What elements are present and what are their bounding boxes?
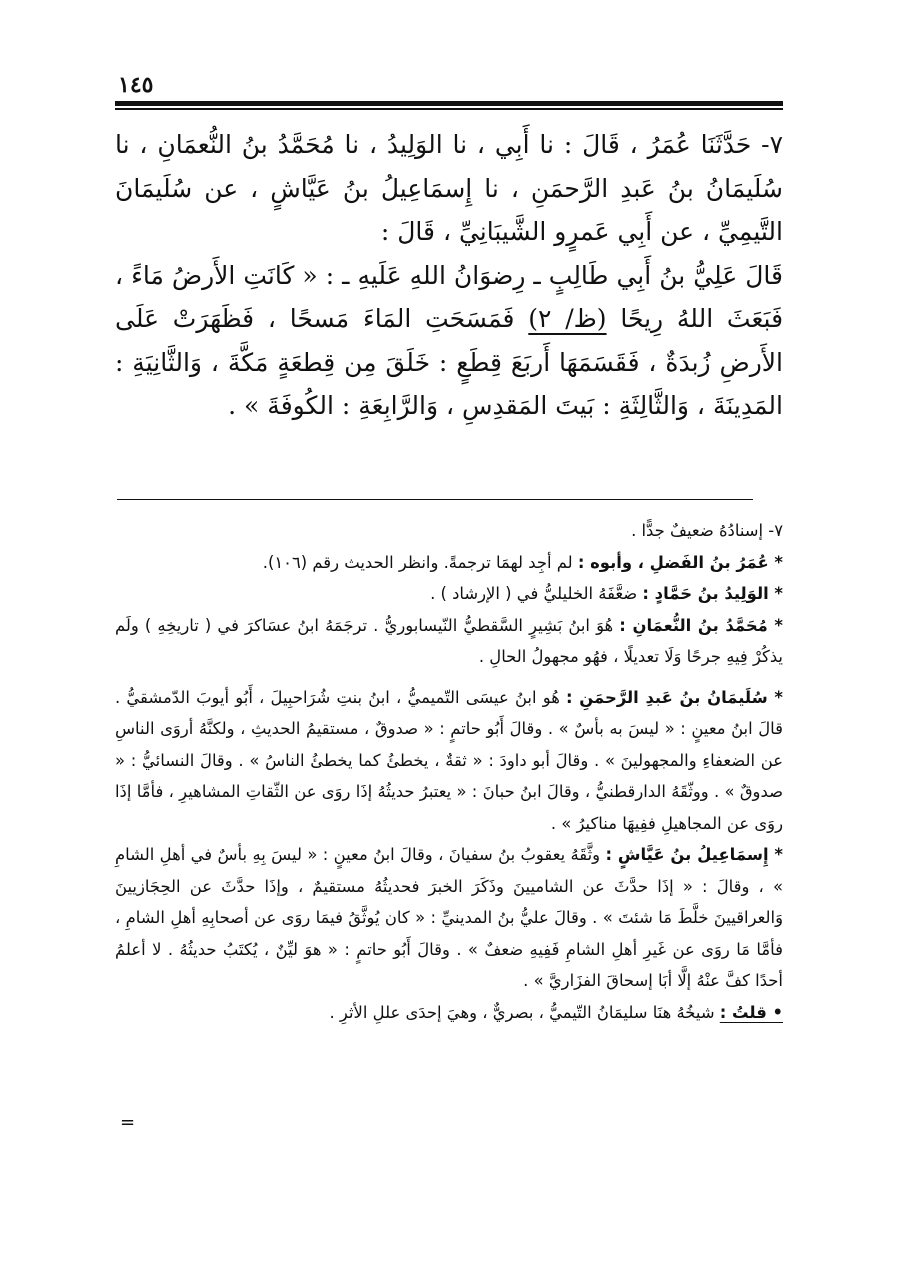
footnotes — [115, 515, 783, 1028]
narrator-name: * إِسمَاعِيلُ بنُ عَيَّاشٍ : — [605, 845, 783, 864]
narrator-note: هُو ابنُ عيسَى التّميميُّ ، ابنُ بنتِ شُرَاحبِيلَ ، أَبُو أيوبَ الدّمشقيُّ . قالَ ابنُ معينٍ : « ليسَ به بأسٌ » . وقالَ أَبُو حاتمٍ : « صدوقٌ ، مستقيمُ الحديثِ ، ولكنَّهُ أروَى الناسِ عن الضعفاءِ والمجهولينَ » . وقالَ أبو داودَ : « ثقةٌ ، يخطئُ كما يخطئُ الناسُ » . وقالَ النسائيُّ : « صدوقٌ » . ووثّقَهُ الدارقطنيُّ ، وقالَ ابنُ حبانَ : « يعتبرُ حديثُهُ إذَا روَى عن الثّقاتِ المشاهيرِ ، فأمَّا إذَا روَى عن المجاهيلِ ففِيهَا مناكيرُ » . — [115, 687, 783, 833]
narrator-name: * الوَلِيدُ بنُ حَمَّادٍ : — [642, 584, 783, 603]
header-rule-thin — [115, 108, 783, 110]
narrator-note: هُوَ ابنُ بَشِيرٍ السَّقطيُّ النّيسابوريُّ . ترجَمَهُ ابنُ عسَاكرَ في ( تاريخِهِ ) ولَم يذكُرْ فِيهِ جرحًا وَلَا تعديلًا ، فهُو مجهولُ الحالِ . — [115, 615, 783, 666]
footnote-narrator — [115, 578, 783, 610]
footnote-narrator — [115, 839, 783, 997]
narrator-note: وثَّقَهُ يعقوبُ بنُ سفيانَ ، وقالَ ابنُ معينٍ : « ليسَ بِهِ بأسٌ في أهلِ الشامِ » ، وقالَ : « إذَا حدَّثَ عن الشاميينَ وذَكَرَ الخبرَ فحديثُهُ مستقيمٌ ، وإذَا حدَّثَ عن الحِجَازيينَ وَالعراقيينَ خلَّطَ مَا شئتَ » . وقالَ عليُّ بنُ المدينيِّ : « كان يُوثَّقُ فيمَا روَى عن أصحابِهِ أهلِ الشامِ ، فأمَّا مَا روَى عن غَيرِ أهلِ الشامِ فَفِيهِ ضعفٌ » . وقالَ أَبُو حاتمٍ : « هوَ ليِّنٌ ، يُكتَبُ حديثُهُ . لا أعلمُ أحدًا كفَّ عنْهُ إلَّا أبَا إسحاقَ الفزَاريَّ » . — [115, 845, 783, 990]
header-rule — [115, 101, 783, 106]
continuation-mark: = — [120, 1112, 136, 1133]
remark-label: • قلتُ : — [719, 1002, 783, 1022]
footnote-narrator — [115, 547, 783, 579]
hadith-matn-start: قَالَ عَلِيُّ بنُ أَبِي طَالِبٍ ـ رِضوَانُ اللهِ عَلَيهِ ـ : « كَانَتِ الأَرضُ مَاءً ، فَبَعَثَ اللهُ رِيحًا — [115, 260, 784, 333]
footnote-separator — [117, 499, 753, 500]
narrator-name: * عُمَرُ بنُ الفَضلِ ، وأبوه : — [577, 552, 783, 572]
footnote-narrator — [115, 610, 783, 673]
hadith-matn-end: فَمَسَحَتِ المَاءَ مَسحًا ، فَظَهَرَتْ عَلَى الأَرضِ زُبدَةٌ ، فَقَسَمَهَا أَربَعَ قِطَعٍ : خَلَقَ مِن قِطعَةٍ مَكَّةَ ، وَالثَّانِيَةِ : المَدِينَةَ ، وَالثَّالِثَةِ : بَيتَ المَقدِسِ ، وَالرَّابِعَةِ : الكُوفَةَ » . — [115, 304, 783, 420]
page-number: ١٤٥ — [118, 72, 154, 98]
folio-reference: (ظ/ ٢) — [528, 304, 607, 333]
footnote-remark — [115, 997, 783, 1029]
hadith-text — [115, 123, 783, 428]
footnote-grade: ٧- إسنادُهُ ضعيفٌ جدًّا . — [631, 521, 783, 540]
remark-text: شيخُهُ هنَا سليمَانُ التّيميُّ ، بصريٌّ ، وهيَ إحدَى عللِ الأثرِ . — [329, 1002, 715, 1022]
hadith-matn — [115, 254, 783, 428]
narrator-name: * مُحَمَّدُ بنُ النُّعمَانِ : — [619, 615, 783, 635]
narrator-name: * سُلَيمَانُ بنُ عَبدِ الرَّحمَنِ : — [566, 687, 783, 707]
narrator-note: لم أجِد لهمَا ترجمةً. وانظر الحديث رقم (١٠٦). — [262, 552, 573, 572]
hadith-isnad: ٧- حَدَّثَنَا عُمَرُ ، قَالَ : نا أَبِي ، نا الوَلِيدُ ، نا مُحَمَّدُ بنُ النُّعمَانِ ، نا سُلَيمَانُ بنُ عَبدِ الرَّحمَنِ ، نا إِسمَاعِيلُ بنُ عَيَّاشٍ ، عن سُلَيمَانَ التَّيمِيِّ ، عن أَبِي عَمرٍو الشَّيبَانِيِّ ، قَالَ : — [115, 130, 783, 246]
narrator-note: ضعَّفَهُ الخليليُّ في ( الإرشاد ) . — [430, 584, 638, 603]
footnote-narrator — [115, 682, 783, 840]
